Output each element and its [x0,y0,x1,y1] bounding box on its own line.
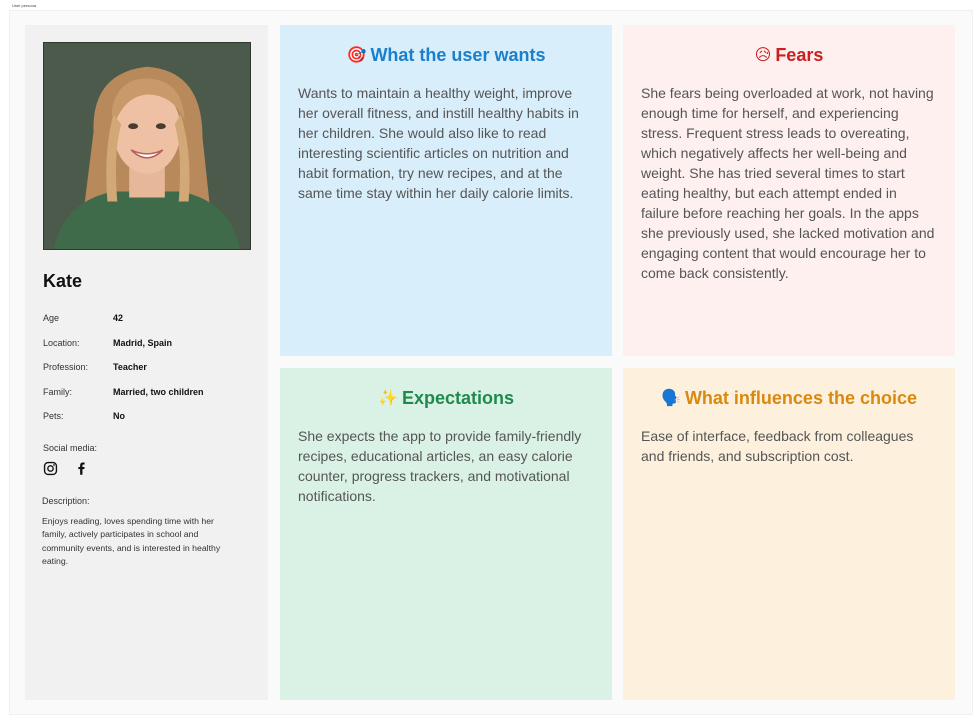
card-body: She expects the app to provide family-friendly recipes, educational articles, an easy calorie counter, progress trackers, and motivational notifications. [298,428,582,504]
frame-label: User persona [12,3,37,8]
field-label: Age [43,313,60,323]
field-label: Pets: [43,411,64,421]
field-value: No [113,411,125,421]
persona-name: Kate [43,271,83,291]
field-label: Location: [43,337,80,348]
social-media-label: Social media: [43,443,98,453]
card-title [298,386,594,410]
description-text: Enjoys reading, loves spending time with her family, actively participates in school and community events, and is interested in healthy eating. [42,516,221,567]
card-title-text: What influences the choice [684,387,917,408]
target-icon: 🎯 [346,47,367,64]
field-location [43,338,263,363]
card-title [298,43,594,67]
card-what-influences-choice [623,368,955,700]
card-fears [623,25,955,356]
field-label: Family: [43,386,72,397]
card-title-text: Fears [775,44,824,65]
description-label: Description: [42,496,90,506]
profile-fields [43,313,263,436]
card-title [641,43,937,67]
speaking-head-icon: 🗣️ [661,390,681,407]
sparkles-icon: ✨ [378,390,398,407]
field-value: 42 [113,313,124,323]
field-value: Madrid, Spain [113,337,173,348]
card-what-user-wants [280,25,612,356]
worried-face-icon: 😥 [754,47,772,64]
facebook-icon[interactable] [74,461,89,476]
avatar-illustration [44,43,250,249]
field-value: Teacher [113,362,147,372]
field-profession [43,362,263,387]
card-title [641,386,937,410]
field-label: Profession: [43,362,89,372]
card-body: Wants to maintain a healthy weight, improve her overall fitness, and instill healthy habits in her children. She would also like to read interesting scientific articles on nutrition and habit formation, try new recipes, and at the same time stay within her daily calorie limits. [298,85,579,201]
instagram-icon[interactable] [43,461,58,476]
profile-photo [43,42,251,250]
field-pets [43,411,263,436]
card-title-text: Expectations [401,387,514,408]
profile-panel [25,25,268,700]
card-expectations [280,368,612,700]
social-icons [43,461,89,476]
card-title-text: What the user wants [370,44,546,65]
card-body: She fears being overloaded at work, not having enough time for herself, and experiencing stress. Frequent stress leads to overeating, which negatively affects her well-being and weight. She has tried several times to start eating healthy, but each attempt ended in failure before reaching her goals. In the apps she previously used, she lacked motivation and engaging content that would encourage her to come back consistently. [641,85,935,281]
field-family [43,387,263,412]
field-value: Married, two children [113,386,204,397]
card-body: Ease of interface, feedback from colleagues and friends, and subscription cost. [641,428,914,464]
field-age [43,313,263,338]
